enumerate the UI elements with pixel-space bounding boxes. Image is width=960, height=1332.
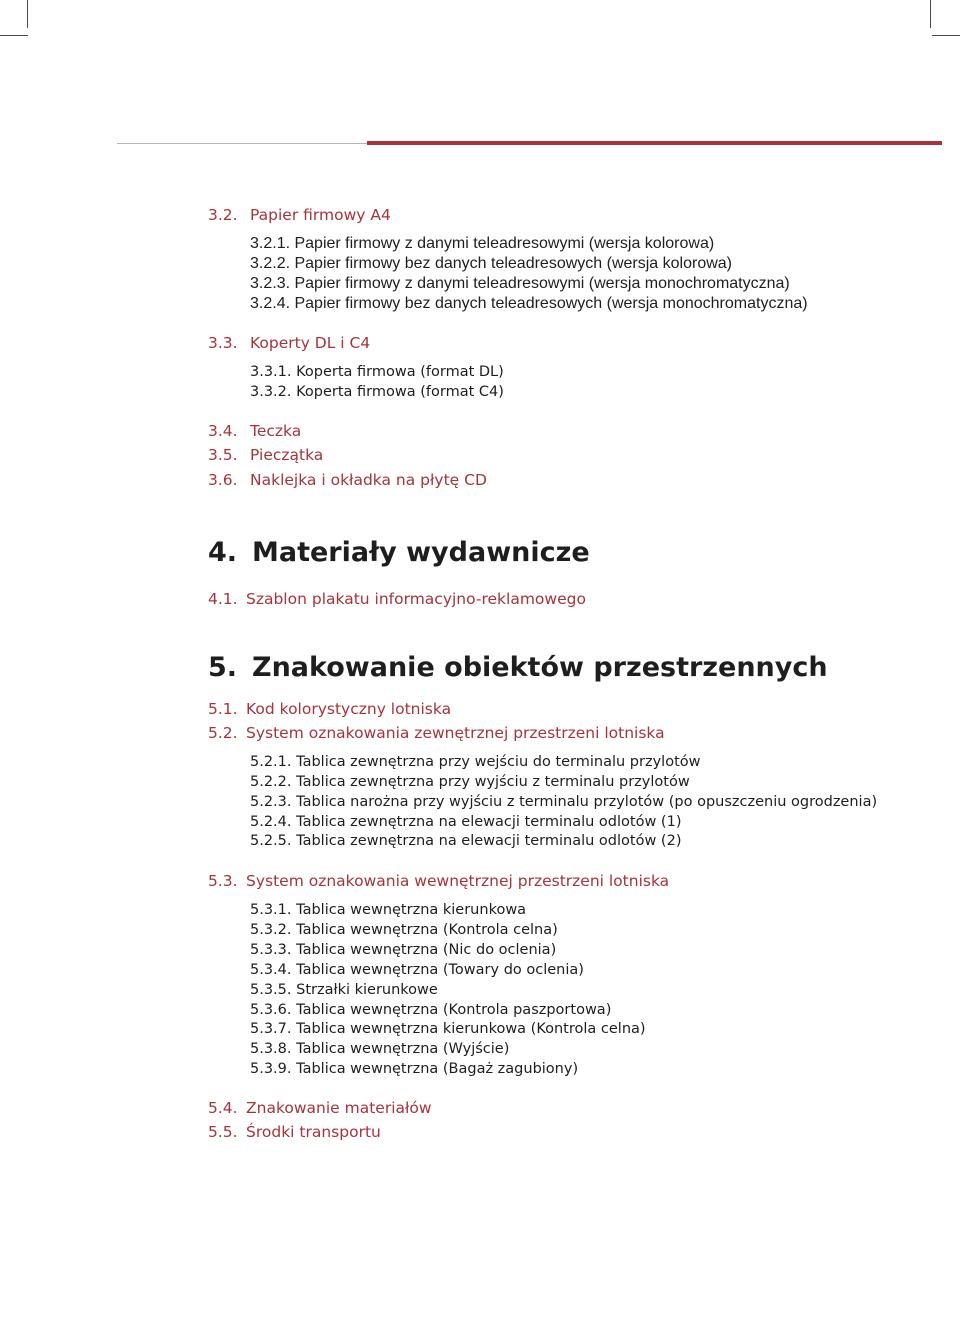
section-number: 5.1. — [208, 700, 238, 718]
toc-item-3-2-3[interactable]: 3.2.3. Papier firmowy z danymi teleadresowymi (wersja monochromatyczna) — [250, 275, 790, 292]
toc-item-5-3-5[interactable]: 5.3.5. Strzałki kierunkowe — [250, 982, 438, 998]
section-number: 5.3. — [208, 872, 238, 890]
section-number: 4.1. — [208, 590, 238, 608]
toc-item-5-2-4[interactable]: 5.2.4. Tablica zewnętrzna na elewacji terminalu odlotów (1) — [250, 814, 682, 830]
section-label: Papier firmowy A4 — [250, 206, 391, 224]
toc-section-3-5[interactable] — [208, 448, 323, 464]
section-label: System oznakowania zewnętrznej przestrzeni lotniska — [246, 724, 665, 742]
section-label: Szablon plakatu informacyjno-reklamowego — [246, 590, 586, 608]
toc-item-5-3-1[interactable]: 5.3.1. Tablica wewnętrzna kierunkowa — [250, 902, 527, 918]
section-label: Pieczątka — [250, 446, 324, 464]
toc-item-5-2-1[interactable]: 5.2.1. Tablica zewnętrzna przy wejściu do terminalu przylotów — [250, 754, 701, 770]
toc-item-5-3-9[interactable]: 5.3.9. Tablica wewnętrzna (Bagaż zagubiony) — [250, 1061, 579, 1077]
chapter-title: Materiały wydawnicze — [252, 537, 590, 568]
section-label: Koperty DL i C4 — [250, 334, 371, 352]
chapter-title: Znakowanie obiektów przestrzennych — [252, 652, 828, 683]
toc-section-5-3[interactable] — [208, 874, 669, 890]
section-number: 5.4. — [208, 1099, 238, 1117]
section-number: 5.2. — [208, 724, 238, 742]
toc-item-5-2-3[interactable]: 5.2.3. Tablica narożna przy wyjściu z terminalu przylotów (po opuszczeniu ogrodzenia) — [250, 794, 878, 810]
toc-section-3-6[interactable] — [208, 473, 487, 489]
chapter-number: 5. — [208, 652, 238, 683]
toc-section-5-1[interactable] — [208, 702, 451, 718]
toc-section-3-4[interactable] — [208, 424, 301, 440]
toc-section-4-1[interactable] — [208, 592, 586, 608]
toc-section-3-3[interactable] — [208, 336, 370, 352]
toc-section-5-2[interactable] — [208, 726, 665, 742]
toc-chapter-5[interactable] — [208, 654, 828, 681]
section-number: 3.5. — [208, 446, 238, 464]
toc-item-3-2-2[interactable]: 3.2.2. Papier firmowy bez danych teleadresowych (wersja kolorowa) — [250, 255, 732, 272]
section-number: 5.5. — [208, 1123, 238, 1141]
section-label: Teczka — [250, 422, 302, 440]
toc-item-5-3-6[interactable]: 5.3.6. Tablica wewnętrzna (Kontrola paszportowa) — [250, 1002, 612, 1018]
section-number: 3.3. — [208, 334, 238, 352]
toc-section-5-4[interactable] — [208, 1101, 432, 1117]
toc-item-3-3-2[interactable]: 3.3.2. Koperta firmowa (format C4) — [250, 384, 504, 400]
toc-item-5-3-4[interactable]: 5.3.4. Tablica wewnętrzna (Towary do oclenia) — [250, 962, 584, 978]
section-number: 3.2. — [208, 206, 238, 224]
section-number: 3.6. — [208, 471, 238, 489]
toc-section-3-2[interactable] — [208, 208, 391, 224]
toc-chapter-4[interactable] — [208, 539, 590, 566]
toc-item-3-3-1[interactable]: 3.3.1. Koperta firmowa (format DL) — [250, 364, 504, 380]
chapter-number: 4. — [208, 537, 238, 568]
toc-item-5-3-7[interactable]: 5.3.7. Tablica wewnętrzna kierunkowa (Kontrola celna) — [250, 1021, 646, 1037]
toc-item-5-3-8[interactable]: 5.3.8. Tablica wewnętrzna (Wyjście) — [250, 1041, 510, 1057]
toc-item-5-3-3[interactable]: 5.3.3. Tablica wewnętrzna (Nic do oclenia) — [250, 942, 557, 958]
toc-section-5-5[interactable] — [208, 1125, 381, 1141]
toc-item-5-2-5[interactable]: 5.2.5. Tablica zewnętrzna na elewacji terminalu odlotów (2) — [250, 833, 682, 849]
toc-item-5-2-2[interactable]: 5.2.2. Tablica zewnętrzna przy wyjściu z terminalu przylotów — [250, 774, 690, 790]
section-label: Naklejka i okładka na płytę CD — [250, 471, 487, 489]
section-label: Środki transportu — [246, 1123, 381, 1141]
section-number: 3.4. — [208, 422, 238, 440]
toc-item-3-2-4[interactable]: 3.2.4. Papier firmowy bez danych teleadresowych (wersja monochromatyczna) — [250, 295, 808, 312]
section-label: System oznakowania wewnętrznej przestrzeni lotniska — [246, 872, 670, 890]
section-label: Kod kolorystyczny lotniska — [246, 700, 452, 718]
toc-item-5-3-2[interactable]: 5.3.2. Tablica wewnętrzna (Kontrola celna) — [250, 922, 558, 938]
section-label: Znakowanie materiałów — [246, 1099, 432, 1117]
toc-item-3-2-1[interactable]: 3.2.1. Papier firmowy z danymi teleadresowymi (wersja kolorowa) — [250, 235, 715, 252]
